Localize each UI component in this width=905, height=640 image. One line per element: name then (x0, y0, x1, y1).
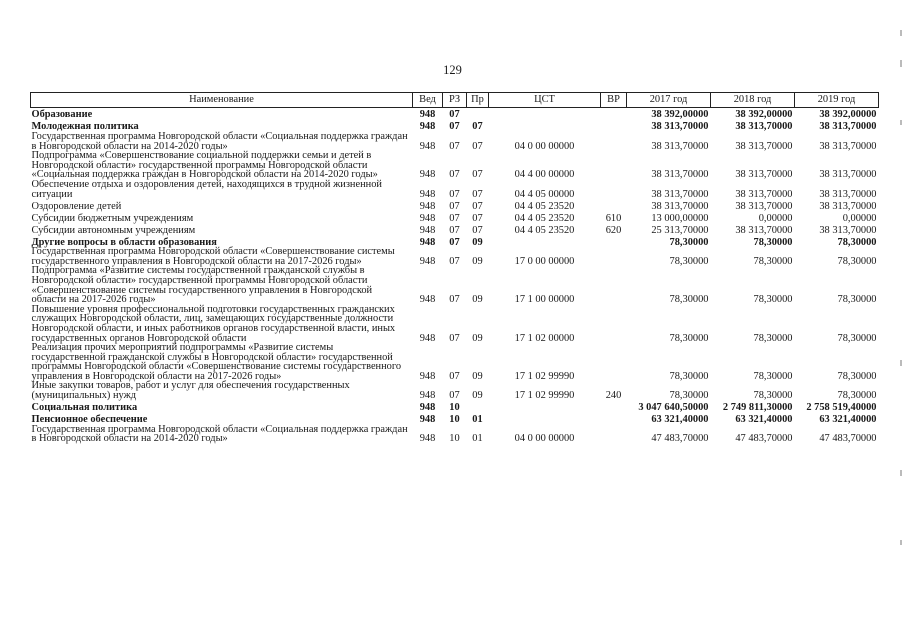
row-vr (601, 235, 627, 247)
table-row (31, 151, 879, 180)
row-cst (489, 120, 601, 132)
row-pr: 07 (472, 212, 483, 224)
table-row (31, 211, 879, 223)
row-value-2019: 78,30000 (837, 255, 877, 267)
table-row (31, 199, 879, 211)
row-rz: 07 (449, 294, 460, 306)
row-vr (601, 401, 627, 413)
row-vr (601, 132, 627, 151)
row-value-2018: 38 313,70000 (735, 200, 793, 212)
row-cst (489, 401, 601, 413)
table-row (31, 425, 879, 444)
row-value-2017: 13 000,00000 (651, 212, 709, 224)
row-cst (489, 413, 601, 425)
row-name: Образование (31, 109, 93, 121)
row-value-2019: 78,30000 (837, 294, 877, 306)
table-row (31, 401, 879, 413)
row-value-2017: 78,30000 (669, 255, 709, 267)
row-ved: 948 (419, 433, 436, 445)
row-value-2019: 0,00000 (842, 212, 877, 224)
row-cst: 04 4 05 23520 (514, 200, 575, 212)
row-rz: 07 (449, 212, 460, 224)
row-value-2019: 63 321,40000 (819, 414, 877, 426)
row-value-2019: 78,30000 (837, 332, 877, 344)
table-row (31, 108, 879, 121)
row-value-2018: 78,30000 (753, 294, 793, 306)
row-rz: 07 (449, 109, 460, 121)
margin-mark (900, 60, 902, 67)
row-ved: 948 (419, 212, 436, 224)
row-ved: 948 (419, 414, 436, 426)
row-rz: 07 (449, 121, 460, 133)
table-body (31, 108, 879, 444)
row-rz: 07 (449, 390, 460, 402)
row-value-2018: 0,00000 (758, 212, 793, 224)
column-header: ВР (601, 93, 627, 108)
margin-mark (900, 540, 902, 545)
row-value-2018: 38 313,70000 (735, 188, 793, 200)
row-value-2019: 38 313,70000 (819, 169, 877, 181)
row-ved: 948 (419, 121, 436, 133)
row-rz: 07 (449, 188, 460, 200)
row-value-2019: 38 392,00000 (819, 109, 877, 121)
row-pr: 07 (472, 224, 483, 236)
row-ved: 948 (419, 332, 436, 344)
column-header: РЗ (443, 93, 467, 108)
table-row (31, 305, 879, 343)
row-value-2018: 78,30000 (753, 390, 793, 402)
row-name: Субсидии автономным учреждениям (31, 224, 196, 236)
row-value-2017: 25 313,70000 (651, 224, 709, 236)
row-ved: 948 (419, 402, 436, 414)
margin-mark (900, 470, 902, 476)
table-row (31, 381, 879, 400)
row-value-2018: 78,30000 (753, 255, 793, 267)
row-vr: 620 (605, 224, 622, 236)
row-pr: 07 (472, 140, 483, 152)
row-rz: 07 (449, 236, 460, 248)
row-value-2018: 78,30000 (753, 370, 793, 382)
row-vr (601, 305, 627, 343)
row-vr (601, 108, 627, 121)
row-vr (601, 180, 627, 199)
row-value-2018: 63 321,40000 (735, 414, 793, 426)
row-pr: 09 (472, 370, 483, 382)
row-rz: 07 (449, 200, 460, 212)
row-cst: 17 1 00 00000 (514, 294, 575, 306)
row-cst (489, 108, 601, 121)
table-row (31, 132, 879, 151)
row-value-2018: 47 483,70000 (735, 433, 793, 445)
row-vr (601, 266, 627, 304)
row-value-2017: 3 047 640,50000 (638, 402, 709, 414)
column-header: 2018 год (711, 93, 795, 108)
row-vr: 240 (605, 390, 622, 402)
row-pr: 01 (472, 433, 483, 445)
row-rz: 07 (449, 140, 460, 152)
row-name: Реализация прочих мероприятий подпрограммы «Развитие системы государственной гражданской службы в Новгородской области» государственной программы Новгородской области «Совершенствование системы государственного управления в Новгородской области на 2017-2026 годы» (31, 342, 402, 382)
row-pr (467, 401, 489, 413)
row-ved: 948 (419, 294, 436, 306)
row-value-2017: 78,30000 (669, 390, 709, 402)
row-cst (489, 235, 601, 247)
row-name: Повышение уровня профессиональной подготовки государственных гражданских служащих Новгородской области, лиц, замещающих государственные должности Новгородской области, и иных работников органов государственной власти, иных государственных органов Новгородской области (31, 303, 396, 344)
row-rz: 07 (449, 224, 460, 236)
row-value-2019: 38 313,70000 (819, 140, 877, 152)
row-value-2018: 38 313,70000 (735, 140, 793, 152)
column-header: Пр (467, 93, 489, 108)
row-value-2019: 38 313,70000 (819, 200, 877, 212)
row-ved: 948 (419, 224, 436, 236)
row-ved: 948 (419, 188, 436, 200)
column-header: 2019 год (795, 93, 879, 108)
row-name: Субсидии бюджетным учреждениям (31, 212, 194, 224)
row-value-2017: 38 313,70000 (651, 121, 709, 133)
table-row (31, 247, 879, 266)
row-name: Государственная программа Новгородской области «Социальная поддержка граждан в Новгородской области на 2014-2020 годы» (31, 131, 408, 152)
row-value-2017: 38 313,70000 (651, 140, 709, 152)
row-value-2018: 78,30000 (753, 332, 793, 344)
row-cst: 17 1 02 99990 (514, 390, 575, 402)
margin-mark (900, 360, 902, 366)
row-pr: 07 (472, 188, 483, 200)
row-ved: 948 (419, 200, 436, 212)
row-vr (601, 247, 627, 266)
row-name: Государственная программа Новгородской области «Совершенствование системы государственного управления в Новгородской области на 2017-2026 годы» (31, 246, 395, 267)
row-value-2017: 78,30000 (669, 294, 709, 306)
row-pr (467, 108, 489, 121)
row-vr (601, 425, 627, 444)
row-rz: 07 (449, 169, 460, 181)
row-rz: 07 (449, 370, 460, 382)
row-cst: 04 4 05 00000 (514, 188, 575, 200)
row-value-2019: 47 483,70000 (819, 433, 877, 445)
row-name: Пенсионное обеспечение (31, 414, 148, 426)
row-pr: 09 (472, 236, 483, 248)
row-vr (601, 343, 627, 381)
row-pr: 07 (472, 121, 483, 133)
row-value-2019: 78,30000 (837, 390, 877, 402)
row-ved: 948 (419, 255, 436, 267)
row-name: Обеспечение отдыха и оздоровления детей, находящихся в трудной жизненной ситуации (31, 178, 382, 200)
row-vr (601, 413, 627, 425)
row-value-2017: 38 313,70000 (651, 169, 709, 181)
row-value-2019: 78,30000 (837, 236, 877, 248)
row-value-2018: 38 392,00000 (735, 109, 793, 121)
row-value-2019: 38 313,70000 (819, 188, 877, 200)
row-cst: 17 1 02 00000 (514, 332, 575, 344)
row-name: Оздоровление детей (31, 200, 122, 212)
row-vr (601, 151, 627, 180)
row-ved: 948 (419, 236, 436, 248)
row-value-2017: 63 321,40000 (651, 414, 709, 426)
row-cst: 04 0 00 00000 (514, 140, 575, 152)
row-name: Молодежная политика (31, 121, 139, 133)
row-pr: 09 (472, 255, 483, 267)
row-value-2018: 78,30000 (753, 236, 793, 248)
margin-mark (900, 30, 902, 36)
table-row (31, 413, 879, 425)
row-cst: 04 0 00 00000 (514, 433, 575, 445)
row-ved: 948 (419, 169, 436, 181)
row-name: Иные закупки товаров, работ и услуг для обеспечения государственных (муниципальных) нужд (31, 380, 350, 402)
row-vr (601, 120, 627, 132)
column-header: 2017 год (627, 93, 711, 108)
row-rz: 10 (449, 433, 460, 445)
row-value-2017: 78,30000 (669, 370, 709, 382)
row-cst: 17 0 00 00000 (514, 255, 575, 267)
row-value-2018: 2 749 811,30000 (722, 402, 793, 414)
column-header: Вед (413, 93, 443, 108)
row-value-2018: 38 313,70000 (735, 224, 793, 236)
row-value-2017: 78,30000 (669, 236, 709, 248)
row-pr: 07 (472, 200, 483, 212)
row-vr: 610 (605, 212, 622, 224)
row-pr: 07 (472, 169, 483, 181)
row-value-2019: 2 758 519,40000 (806, 402, 877, 414)
row-cst: 04 4 05 23520 (514, 212, 575, 224)
page-number: 129 (443, 63, 462, 77)
row-value-2017: 38 392,00000 (651, 109, 709, 121)
row-cst: 04 4 00 00000 (514, 169, 575, 181)
row-cst: 04 4 05 23520 (514, 224, 575, 236)
table-row (31, 266, 879, 304)
row-name: Социальная политика (31, 402, 138, 414)
row-pr: 09 (472, 294, 483, 306)
margin-mark (900, 120, 902, 125)
row-value-2017: 38 313,70000 (651, 188, 709, 200)
row-name: Подпрограмма «Совершенствование социальной поддержки семьи и детей в Новгородской области» государственной программы Новгородской области «Социальная поддержка граждан в Новгородской области на 2014-2020 годы» (31, 150, 378, 181)
column-header: ЦСТ (489, 93, 601, 108)
row-pr: 01 (472, 414, 483, 426)
row-ved: 948 (419, 390, 436, 402)
row-rz: 10 (449, 402, 460, 414)
row-rz: 07 (449, 255, 460, 267)
column-header: Наименование (31, 93, 413, 108)
row-ved: 948 (419, 109, 436, 121)
row-name: Другие вопросы в области образования (31, 236, 217, 248)
row-value-2019: 38 313,70000 (819, 224, 877, 236)
row-ved: 948 (419, 370, 436, 382)
row-pr: 09 (472, 332, 483, 344)
row-value-2019: 78,30000 (837, 370, 877, 382)
row-name: Подпрограмма «Развитие системы государственной гражданской службы в Новгородской области» государственной программы Новгородской области «Совершенствование системы государственного управления в Новгородской области на 2017-2026 годы» (31, 265, 373, 306)
row-value-2018: 38 313,70000 (735, 169, 793, 181)
row-cst: 17 1 02 99990 (514, 370, 575, 382)
table-row (31, 343, 879, 381)
table-row (31, 180, 879, 199)
row-value-2017: 38 313,70000 (651, 200, 709, 212)
row-value-2017: 78,30000 (669, 332, 709, 344)
row-ved: 948 (419, 140, 436, 152)
row-name: Государственная программа Новгородской области «Социальная поддержка граждан в Новгородской области на 2014-2020 годы» (31, 423, 408, 445)
budget-table (30, 92, 879, 444)
row-rz: 10 (449, 414, 460, 426)
row-rz: 07 (449, 332, 460, 344)
row-value-2017: 47 483,70000 (651, 433, 709, 445)
row-value-2019: 38 313,70000 (819, 121, 877, 133)
table-header-row (31, 93, 879, 108)
row-value-2018: 38 313,70000 (735, 121, 793, 133)
table-row (31, 223, 879, 235)
row-pr: 09 (472, 390, 483, 402)
row-vr (601, 199, 627, 211)
